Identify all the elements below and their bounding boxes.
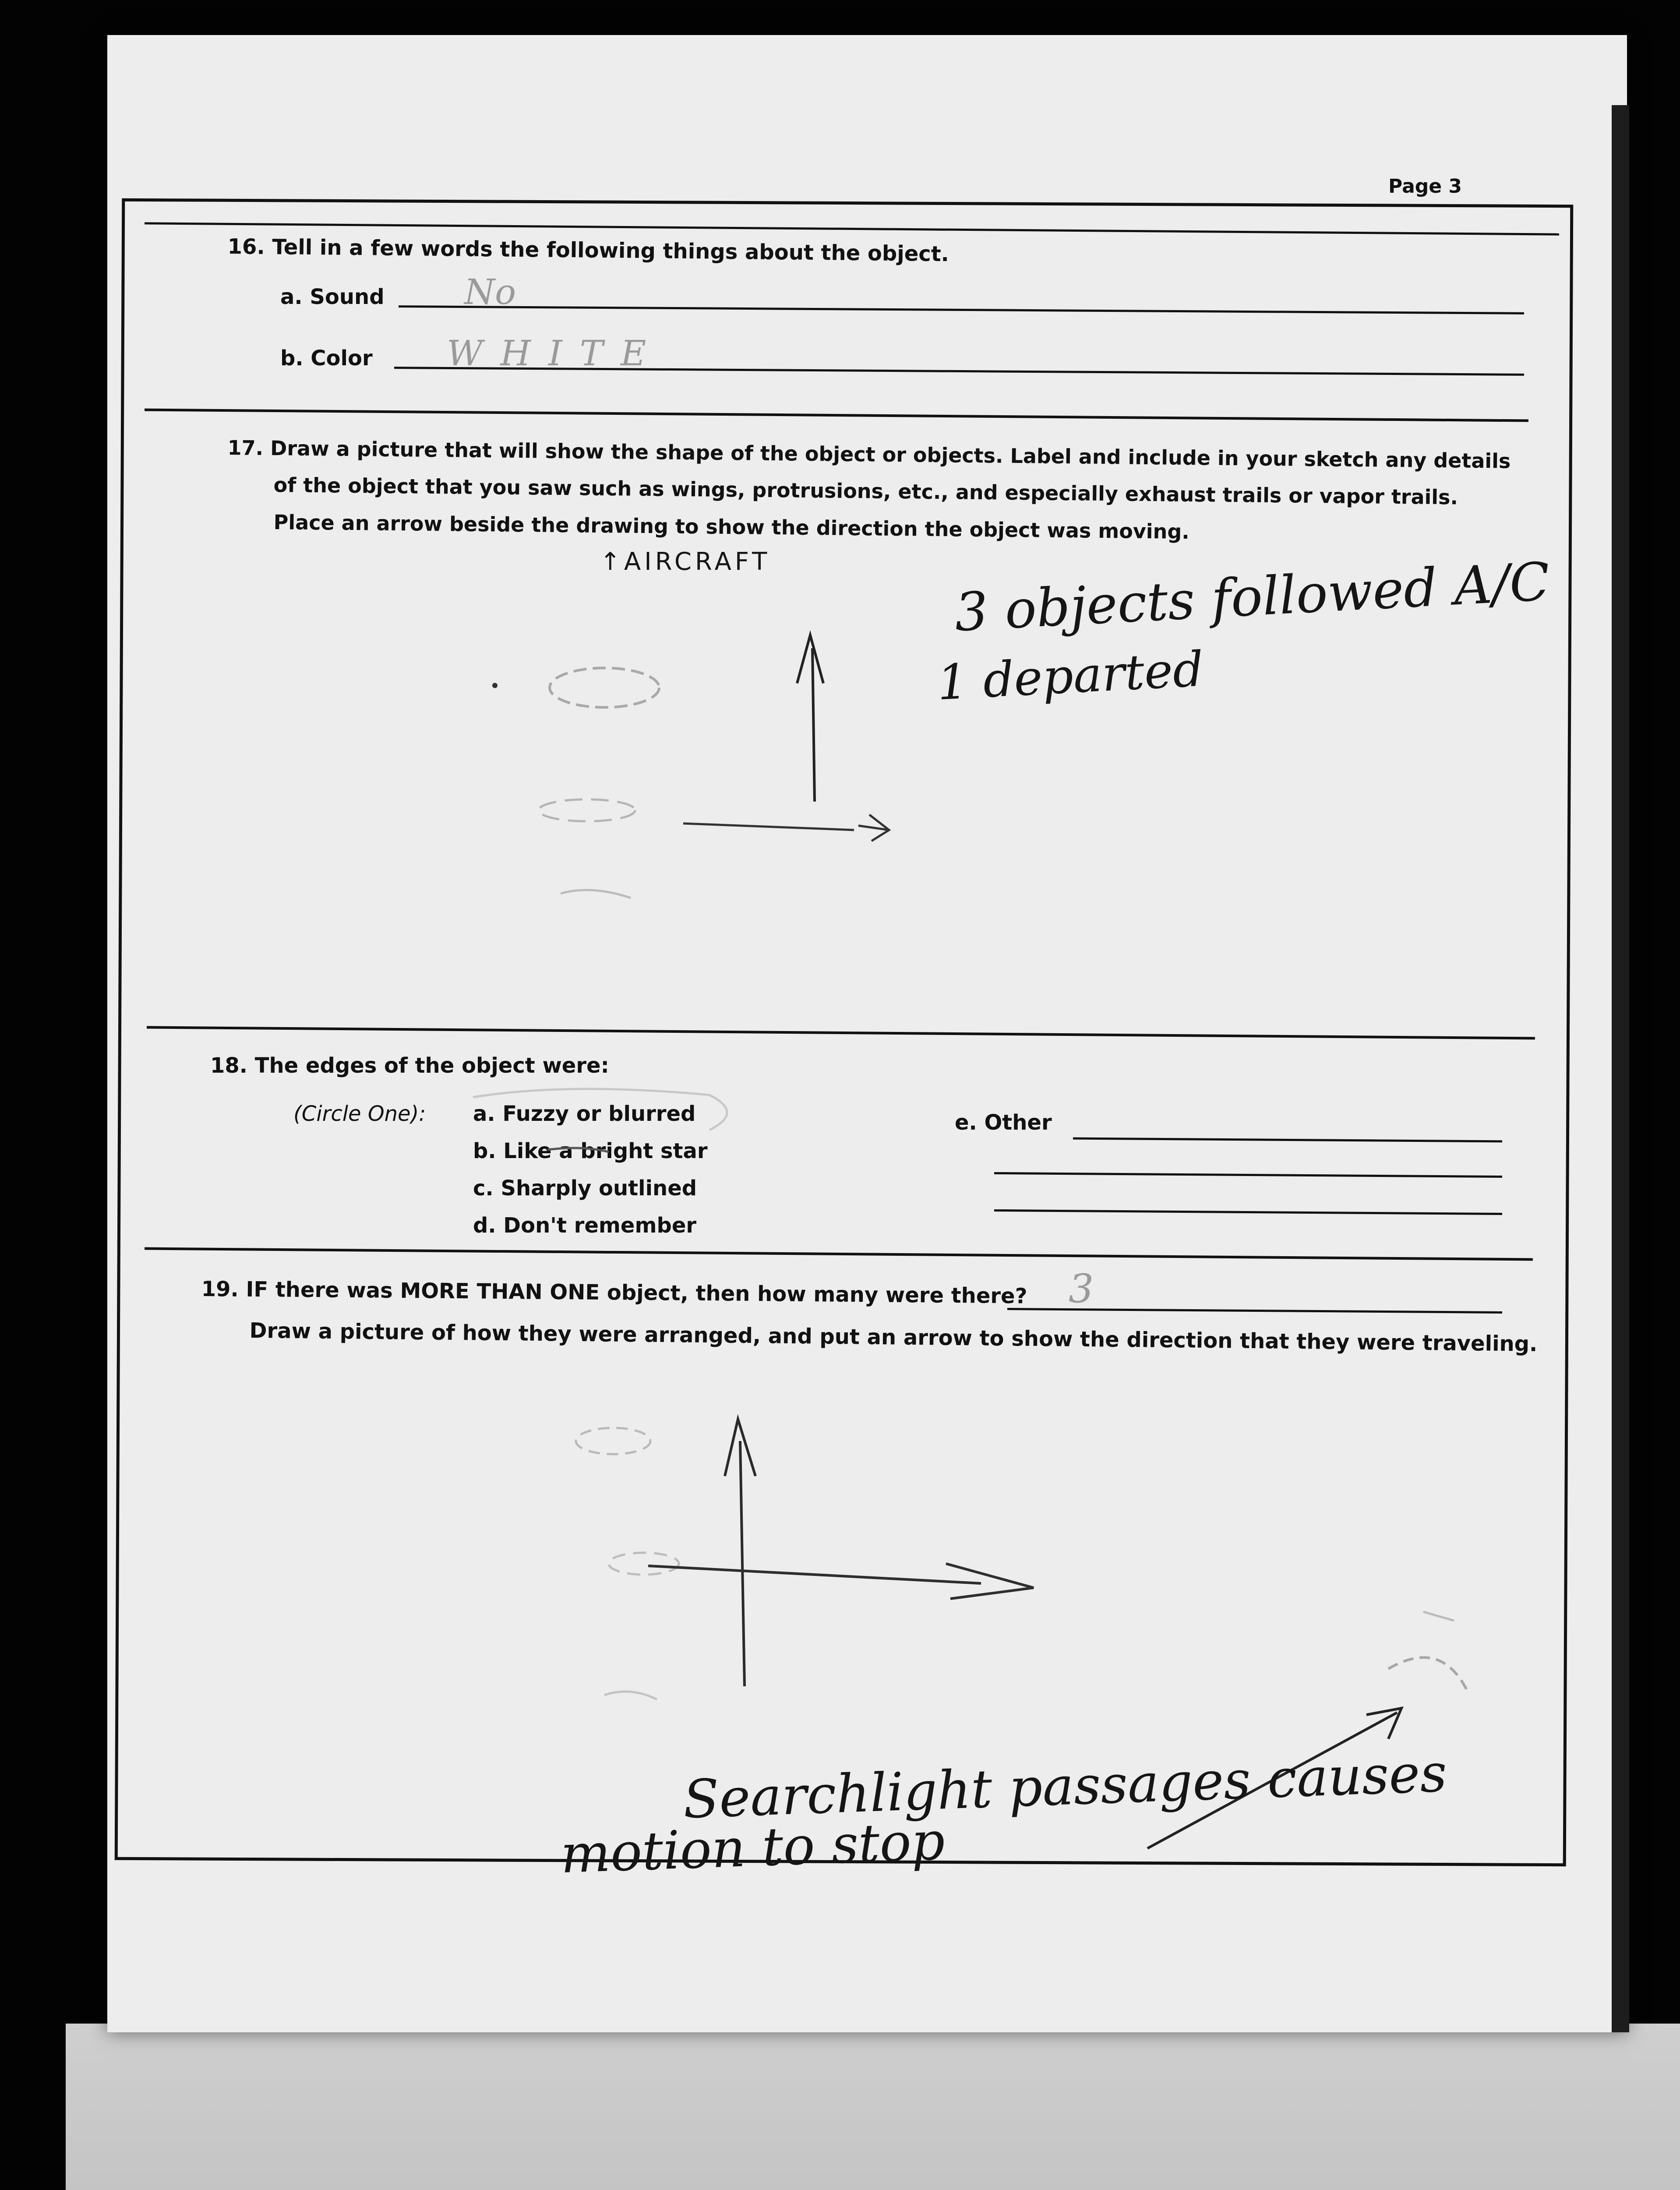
q17-note-line2: 1 departed — [935, 641, 1205, 711]
q17-note-line1: 3 objects followed A/C — [953, 551, 1551, 643]
q19-line2: Draw a picture of how they were arranged, and put an arrow to show the direction that they were traveling. — [249, 1318, 1538, 1356]
q17-aircraft-label: ↑AIRCRAFT — [600, 548, 771, 576]
up-arrow-icon: ↑ — [600, 548, 624, 576]
q18-circle-one: (Circle One): — [293, 1102, 426, 1126]
q19-note-line2: motion to stop — [559, 1811, 946, 1885]
page-number: Page 3 — [1388, 175, 1462, 198]
q16-prompt: 16. Tell in a few words the following things about the object. — [227, 234, 949, 267]
q18-prompt: 18. The edges of the object were: — [210, 1053, 609, 1078]
q18-option-d: d. Don't remember — [473, 1213, 697, 1238]
q18-option-a: a. Fuzzy or blurred — [473, 1102, 696, 1126]
q17-line3: Place an arrow beside the drawing to show the direction the object was moving. — [273, 510, 1190, 544]
q19-line1: 19. IF there was MORE THAN ONE object, then how many were there? — [201, 1277, 1027, 1309]
q17-line2: of the object that you saw such as wings, protrusions, etc., and especially exhaust trails or vapor trails. — [273, 473, 1458, 509]
q16-sound-label: a. Sound — [280, 285, 385, 309]
q19-count-answer: 3 — [1069, 1266, 1094, 1312]
q16-sound-answer: No — [464, 272, 516, 312]
q18-option-b: b. Like a bright star — [473, 1139, 708, 1163]
q18-other-label: e. Other — [955, 1110, 1052, 1135]
q17-line1: 17. Draw a picture that will show the shape of the object or objects. Label and include in your sketch any details — [227, 436, 1511, 473]
q16-color-label: b. Color — [280, 346, 373, 371]
q19-note-line1: Searchlight passages causes — [682, 1743, 1448, 1830]
q16-color-answer: WHITE — [447, 333, 664, 374]
q18-option-c: c. Sharply outlined — [473, 1176, 697, 1201]
